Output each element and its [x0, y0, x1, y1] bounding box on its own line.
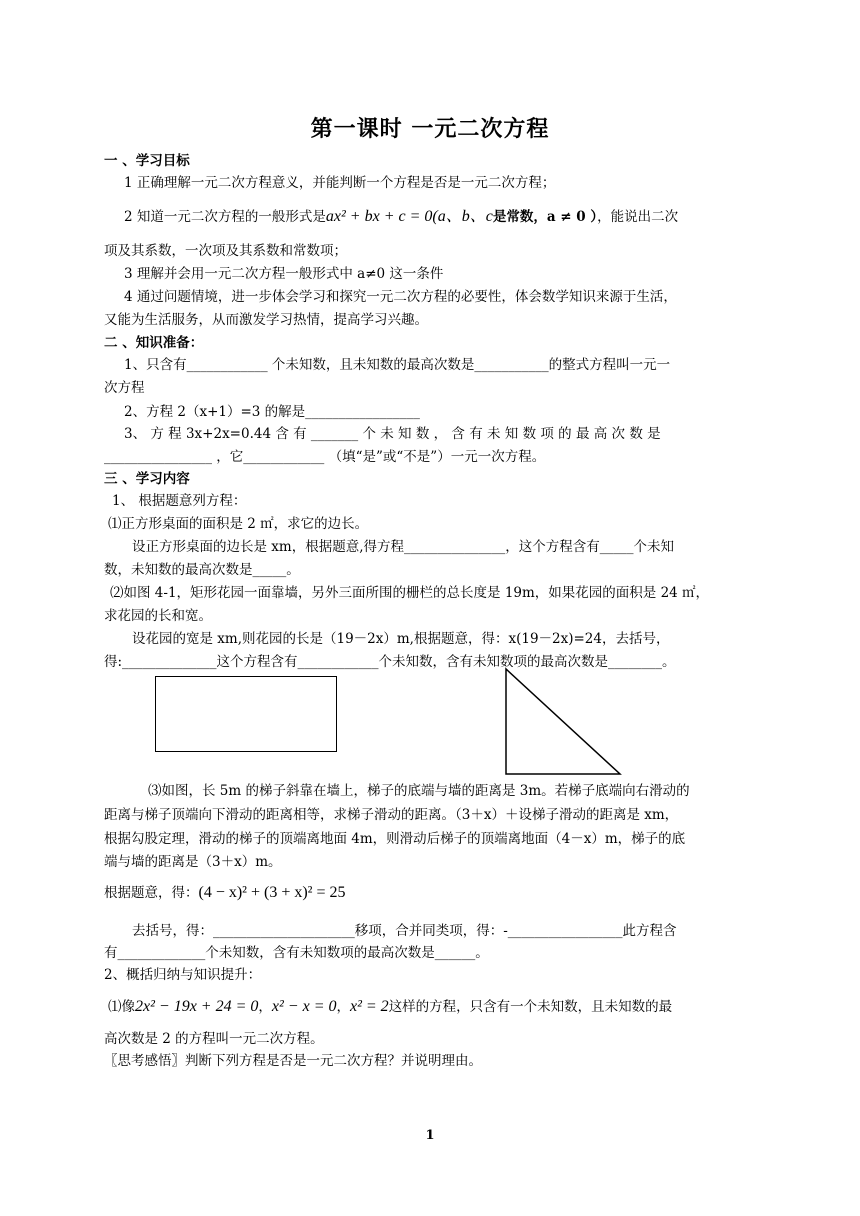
prep-line: 3、 方 程 3x+2x=0.44 含 有 _______ 个 未 知 数 ， 含 有 未 知 数 项 的 最 高 次 数 是: [124, 426, 661, 442]
content-line: ⑶如图，长 5m 的梯子斜靠在墙上，梯子的底端与墙的距离是 3m。若梯子底端向右滑动的: [148, 783, 690, 799]
content-line: 有_____________个未知数，含有未知数项的最高次数是______。: [104, 945, 489, 961]
content-line: 求花园的长和宽。: [104, 608, 212, 624]
equation-line: [104, 884, 346, 902]
content-line: 设正方形桌面的边长是 xm，根据题意,得方程_______________，这个方程含有_____个未知: [132, 539, 674, 555]
definition-line: ⑴像2x² − 19x + 24 = 0，x² − x = 0，x² = 2这样的方程，只含有一个未知数，且未知数的最: [108, 998, 673, 1015]
general-form-formula: ax² + bx + c = 0(a、b、c: [325, 208, 493, 225]
goal-line: 3 理解并会用一元二次方程一般形式中 a≠0 这一条件: [124, 266, 444, 282]
content-line: ⑵如图 4-1，矩形花园一面靠墙，另外三面所围的栅栏的总长度是 19m，如果花园的面积是 24 ㎡，: [110, 585, 710, 601]
goal-line: 项及其系数，一次项及其系数和常数项；: [104, 243, 347, 259]
content-line: ⑴正方形桌面的面积是 2 ㎡，求它的边长。: [108, 516, 369, 532]
content-line: 1、 根据题意列方程：: [112, 493, 247, 509]
example-equation-1: 2x² − 19x + 24 = 0: [135, 998, 259, 1015]
triangle-figure: [500, 666, 625, 778]
reflection-line: 〖思考感悟〗判断下列方程是否是一元二次方程？并说明理由。: [104, 1053, 482, 1069]
goal-text-bold: 是常数，a ≠ 0 ）: [492, 209, 598, 225]
prep-line: 1、只含有____________ 个未知数，且未知数的最高次数是___________的整式方程叫一元一: [124, 357, 671, 373]
rectangle-figure: [155, 676, 337, 752]
ladder-equation: (4 − x)² + (3 + x)² = 25: [198, 884, 346, 901]
content-line: 2、概括归纳与知识提升：: [104, 967, 262, 983]
content-line: 得:______________这个方程含有____________个未知数，含有未知数项的最高次数是________。: [104, 654, 676, 670]
section-heading-content: 三 、学习内容: [104, 471, 190, 487]
example-equation-3: x² = 2: [349, 998, 389, 1015]
goal-text: ，能说出二次: [597, 209, 679, 225]
content-line: 距离与梯子顶端向下滑动的距离相等，求梯子滑动的距离。（3＋x）＋设梯子滑动的距离是 xm，: [104, 807, 679, 823]
content-line: 数，未知数的最高次数是_____。: [104, 562, 300, 578]
content-line: 设花园的宽是 xm,则花园的长是（19－2x）m,根据题意，得：x(19－2x)=24，去括号，: [132, 631, 670, 647]
prep-line: 次方程: [104, 380, 145, 396]
content-line: 去括号，得：_____________________移项，合并同类项，得：-_________________此方程含: [132, 923, 677, 939]
page-title: 第一课时 一元二次方程: [310, 116, 550, 142]
goal-line: 又能为生活服务，从而激发学习热情，提高学习兴趣。: [104, 312, 428, 328]
triangle-shape: [506, 669, 620, 774]
definition-line: 高次数是 2 的方程叫一元二次方程。: [104, 1031, 324, 1047]
definition-text: 这样的方程，只含有一个未知数，且未知数的最: [388, 999, 673, 1015]
definition-prefix: ⑴像: [108, 999, 135, 1015]
prep-line: ________________ ，它____________ （填“是”或“不是”）一元一次方程。: [104, 449, 546, 465]
content-line: 端与墙的距离是（3＋x）m。: [104, 854, 282, 870]
goal-line: 1 正确理解一元二次方程意义，并能判断一个方程是否是一元二次方程；: [124, 175, 556, 191]
section-heading-prep: 二 、知识准备：: [104, 335, 204, 351]
example-equation-2: x² − x = 0: [271, 998, 337, 1015]
prep-line: 2、方程 2（x+1）=3 的解是_________________: [124, 404, 420, 420]
page-number: 1: [425, 1128, 435, 1143]
section-heading-goals: 一 、学习目标: [104, 153, 190, 169]
equation-intro: 根据题意，得：: [104, 885, 199, 901]
goal-line-formula: [124, 208, 678, 226]
goal-text: 2 知道一元二次方程的一般形式是: [124, 209, 326, 225]
goal-line: 4 通过问题情境，进一步体会学习和探究一元二次方程的必要性，体会数学知识来源于生活，: [124, 289, 677, 305]
content-line: 根据勾股定理，滑动的梯子的顶端离地面 4m，则滑动后梯子的顶端离地面（4－x）m，梯子的底: [104, 831, 686, 847]
